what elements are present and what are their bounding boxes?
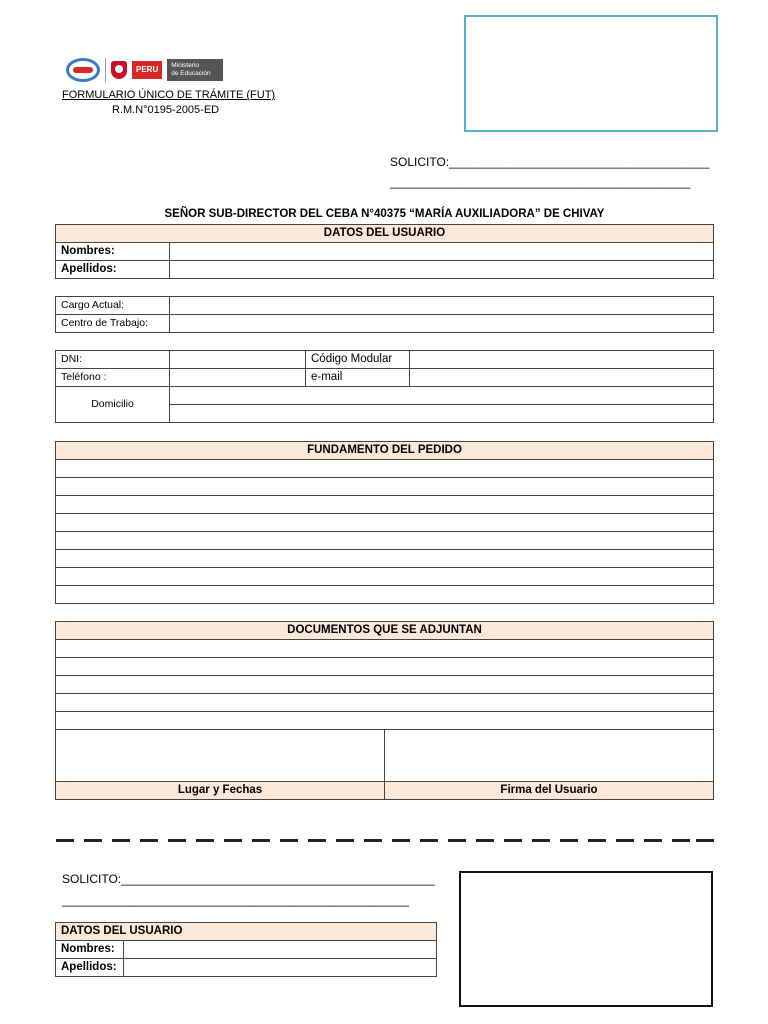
basis-table (55, 441, 714, 604)
user-data-header: DATOS DEL USUARIO (56, 225, 714, 243)
user-data-table (55, 224, 714, 279)
resolution-number: R.M.N°0195-2005-ED (112, 104, 220, 116)
documents-line[interactable] (56, 712, 714, 730)
documents-line[interactable] (56, 640, 714, 658)
receipt-solicito-line-2: ____________________________________________________ (62, 893, 410, 907)
peru-logo: PERU (132, 61, 162, 79)
phone-label: Teléfono : (56, 369, 170, 387)
basis-line[interactable] (56, 586, 714, 604)
receipt-names-field[interactable] (124, 941, 437, 959)
workplace-field[interactable] (170, 315, 714, 333)
solicito-line-2: _____________________________________________ (390, 175, 691, 189)
documents-line[interactable] (56, 694, 714, 712)
signature-field[interactable] (385, 730, 714, 782)
documents-line[interactable] (56, 658, 714, 676)
basis-header: FUNDAMENTO DEL PEDIDO (56, 442, 714, 460)
receipt-solicito-blank: _______________________________________________ (121, 872, 435, 886)
solicito-label: SOLICITO: (390, 155, 450, 169)
reception-stamp-box (464, 15, 718, 132)
addressee: SEÑOR SUB-DIRECTOR DEL CEBA N°40375 “MARÍA AUXILIADORA” DE CHIVAY (164, 208, 605, 220)
basis-line[interactable] (56, 478, 714, 496)
basis-line[interactable] (56, 532, 714, 550)
basis-line[interactable] (56, 460, 714, 478)
logo-divider (105, 58, 106, 82)
receipt-stamp-box (459, 871, 713, 1007)
position-label: Cargo Actual: (56, 297, 170, 315)
basis-line[interactable] (56, 550, 714, 568)
basis-line[interactable] (56, 514, 714, 532)
address-field-1[interactable] (170, 387, 714, 405)
signature-label: Firma del Usuario (385, 782, 714, 800)
code-label: Código Modular (306, 351, 410, 369)
code-field[interactable] (410, 351, 714, 369)
receipt-solicito-label: SOLICITO: (62, 872, 122, 886)
place-dates-label: Lugar y Fechas (56, 782, 385, 800)
coat-of-arms-icon (111, 61, 127, 79)
email-field[interactable] (410, 369, 714, 387)
address-label: Domicilio (56, 387, 170, 423)
basis-line[interactable] (56, 496, 714, 514)
receipt-user-table (55, 922, 437, 977)
solicito-line-1 (390, 155, 709, 169)
names-field[interactable] (170, 243, 714, 261)
form-title: FORMULARIO ÚNICO DE TRÁMITE (FUT) (62, 89, 276, 101)
position-table (55, 296, 714, 333)
dni-field[interactable] (170, 351, 306, 369)
dni-label: DNI: (56, 351, 170, 369)
phone-field[interactable] (170, 369, 306, 387)
place-dates-field[interactable] (56, 730, 385, 782)
receipt-surnames-label: Apellidos: (56, 959, 124, 977)
receipt-user-header: DATOS DEL USUARIO (56, 923, 437, 941)
ministry-logo: Ministerio de Educación (167, 59, 223, 81)
address-field-2[interactable] (170, 405, 714, 423)
header-logos (66, 58, 223, 82)
documents-table (55, 621, 714, 800)
documents-line[interactable] (56, 676, 714, 694)
workplace-label: Centro de Trabajo: (56, 315, 170, 333)
email-label: e-mail (306, 369, 410, 387)
surnames-label: Apellidos: (56, 261, 170, 279)
contact-table (55, 350, 714, 423)
receipt-surnames-field[interactable] (124, 959, 437, 977)
surnames-field[interactable] (170, 261, 714, 279)
receipt-names-label: Nombres: (56, 941, 124, 959)
documents-header: DOCUMENTOS QUE SE ADJUNTAN (56, 622, 714, 640)
school-logo-icon (66, 58, 100, 82)
solicito-blank: _______________________________________ (449, 155, 710, 169)
names-label: Nombres: (56, 243, 170, 261)
position-field[interactable] (170, 297, 714, 315)
basis-line[interactable] (56, 568, 714, 586)
receipt-solicito-line-1 (62, 872, 435, 886)
